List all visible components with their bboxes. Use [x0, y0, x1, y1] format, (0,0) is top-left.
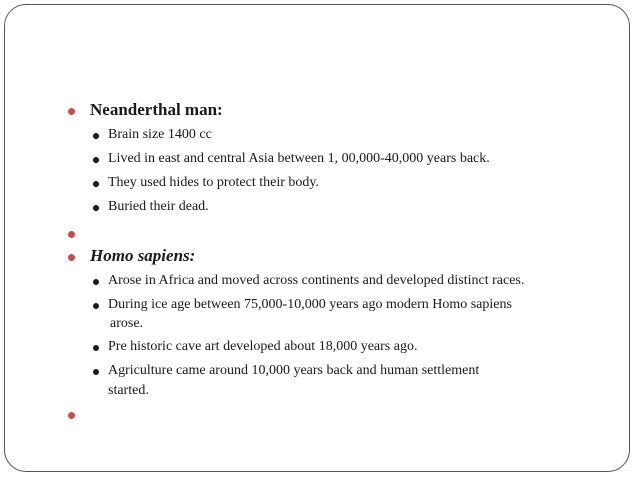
point-text: They used hides to protect their body. [108, 175, 319, 190]
point-text: Lived in east and central Asia between 1, 00,000-40,000 years back. [108, 151, 490, 166]
section-heading-neanderthal: Neanderthal man: [90, 100, 223, 119]
bullet-icon [93, 133, 99, 139]
bullet-icon [93, 369, 99, 375]
bullet-icon [93, 303, 99, 309]
bullet-icon [93, 157, 99, 163]
point-text: Arose in Africa and moved across continents and developed distinct races. [108, 273, 525, 288]
section-heading-homo-sapiens: Homo sapiens: [90, 246, 196, 265]
point-text-continued: arose. [110, 316, 144, 331]
bullet-icon [93, 345, 99, 351]
bullet-icon [93, 205, 99, 211]
point-text: Brain size 1400 cc [108, 127, 212, 142]
bullet-icon [93, 279, 99, 285]
point-text: Agriculture came around 10,000 years back and human settlement [108, 363, 480, 378]
empty-bullet-icon [68, 412, 75, 419]
point-text: Buried their dead. [108, 199, 209, 214]
empty-bullet-icon [68, 231, 75, 238]
point-text: During ice age between 75,000-10,000 years ago modern Homo sapiens [108, 297, 512, 312]
point-text: Pre historic cave art developed about 18,000 years ago. [108, 339, 418, 354]
point-text-continued: started. [108, 383, 149, 398]
bullet-icon [93, 181, 99, 187]
bullet-icon [68, 254, 75, 261]
bullet-icon [68, 108, 75, 115]
